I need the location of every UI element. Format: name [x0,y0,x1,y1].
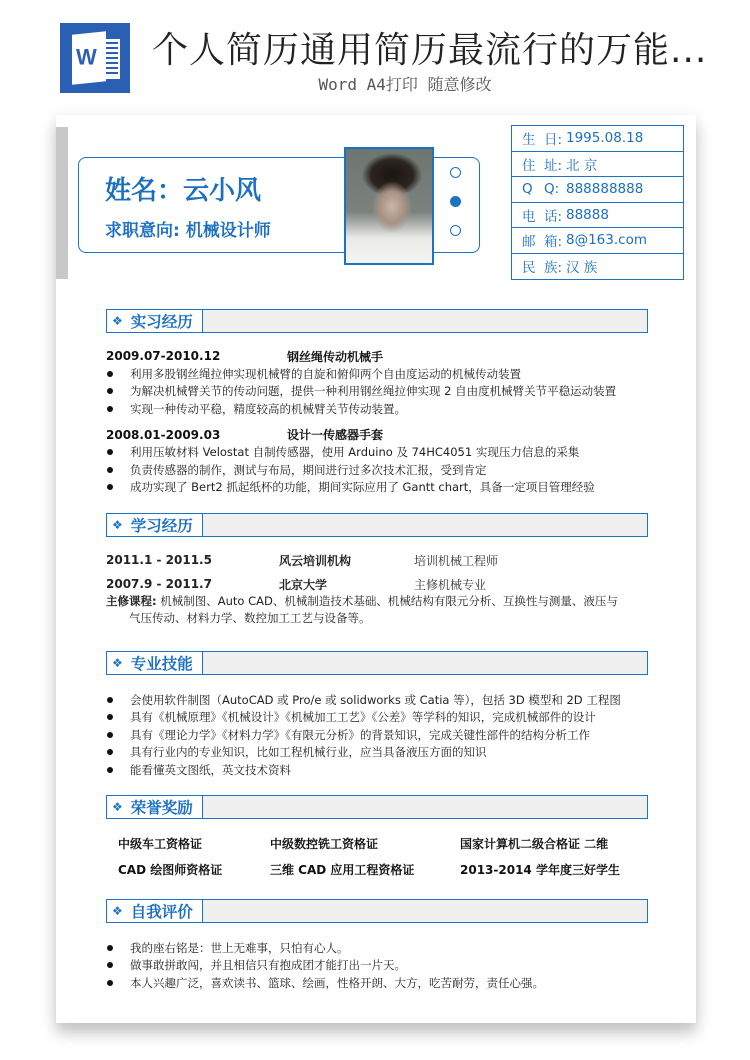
education-row: 2007.9 - 2011.7 北京大学 主修机械专业 [106,577,487,592]
section-header: ❖ 自我评价 [106,899,648,923]
honor-item: CAD 绘图师资格证 [118,863,223,877]
section-education [106,513,648,627]
info-row-ethnicity: 民 族: 汉 族 [512,254,683,280]
info-value: 888888888 [566,181,644,198]
entry-date: 2009.07-2010.12 [106,349,221,363]
diamond-icon: ❖ [112,518,123,532]
diamond-icon: ❖ [112,904,123,918]
list-item: 利用压敏材料 Velostat 自制传感器，使用 Arduino 及 74HC4051 实现压力信息的采集 [106,444,648,462]
list-item: 做事敢拼敢闯，并且相信只有抱成团才能打出一片天。 [106,957,648,975]
info-row-birthday: 生 日: 1995.08.18 [512,126,683,152]
courses-line-cont: 气压传动、材料力学、数控加工工艺与设备等。 [129,611,371,625]
list-item: 实现一种传动平稳，精度较高的机械臂关节传动装置。 [106,400,648,418]
list-item: 具有《理论力学》《材料力学》《有限元分析》的背景知识，完成关键性部件的结构分析工作 [106,726,648,744]
honor-item: 国家计算机二级合格证 二维 [460,837,609,851]
list-item: 具有行业内的专业知识，比如工程机械行业，应当具备液压方面的知识 [106,744,648,762]
info-value: 8@163.com [566,232,647,249]
section-honors [106,795,648,878]
bullet-list [106,365,648,418]
preview-banner [0,0,750,110]
courses-line: 主修课程: 机械制图、Auto CAD、机械制造技术基础、机械结构有限元分析、互换性与测量、液压与 [106,594,618,608]
entry-date: 2008.01-2009.03 [106,427,221,442]
info-row-email: 邮 箱: 8@163.com [512,228,683,254]
honor-item: 三维 CAD 应用工程资格证 [270,863,415,877]
diamond-icon: ❖ [112,800,123,814]
section-skills [106,651,648,779]
section-self-evaluation [106,899,648,992]
side-accent-bar [56,127,68,279]
honor-item: 2013-2014 学年度三好学生 [460,863,620,877]
word-icon-letter: W [76,44,97,70]
info-value: 汉 族 [566,260,598,277]
section-header: ❖ 荣誉奖励 [106,795,648,819]
section-internship [106,309,648,496]
entry-project: 设计一传感器手套 [287,428,384,442]
profile-photo [344,147,434,265]
diamond-icon: ❖ [112,314,123,328]
document-title: 个人简历通用简历最流行的万能... [152,30,708,71]
list-item: 利用多股钢丝绳拉伸实现机械臂的自旋和俯仰两个自由度运动的机械传动装置 [106,365,648,383]
info-value: 88888 [566,206,609,223]
list-item: 负责传感器的制作，测试与布局，期间进行过多次技术汇报，受到肯定 [106,461,648,479]
section-header: ❖ 实习经历 [106,309,648,333]
diamond-icon: ❖ [112,656,123,670]
education-row: 2011.1 - 2011.5 风云培训机构 培训机械工程师 [106,553,499,568]
info-row-qq: Q Q: 888888888 [512,177,683,203]
document-subtitle: Word A4打印 随意修改 [318,75,492,94]
honor-item: 中级数控铣工资格证 [270,837,379,851]
list-item: 成功实现了 Bert2 抓起纸杯的功能，期间实际应用了 Gantt chart，具备一定项目管理经验 [106,479,648,497]
courses-label: 主修课程: [106,594,157,608]
dot-active-icon[interactable] [450,196,461,207]
entry-header [106,347,648,365]
entry-project: 钢丝绳传动机械手 [287,349,384,364]
bullet-list [106,691,648,779]
job-objective: 求职意向: 机械设计师 [105,221,271,241]
list-item: 能看懂英文图纸，英文技术资料 [106,761,648,779]
list-item: 具有《机械原理》《机械设计》《机械加工工艺》《公差》等学科的知识，完成机械部件的设计 [106,709,648,727]
list-item: 为解决机械臂关节的传动问题，提供一种利用钢丝绳拉伸实现 2 自由度机械臂关节平稳运动装置 [106,383,648,401]
candidate-name: 姓名：云小风 [105,176,262,206]
bullet-list [106,444,648,497]
dot-icon[interactable] [450,225,461,236]
info-row-address: 住 址: 北 京 [512,152,683,178]
honor-item: 中级车工资格证 [118,837,203,851]
personal-info-table [511,125,684,280]
section-header: ❖ 专业技能 [106,651,648,675]
info-value: 1995.08.18 [566,130,644,147]
list-item: 本人兴趣广泛，喜欢读书、篮球、绘画，性格开朗、大方，吃苦耐劳，责任心强。 [106,974,648,992]
carousel-dots [450,167,464,254]
list-item: 会使用软件制图（AutoCAD 或 Pro/e 或 solidworks 或 Catia 等），包括 3D 模型和 2D 工程图 [106,691,648,709]
list-item: 我的座右铭是：世上无难事，只怕有心人。 [106,939,648,957]
info-row-phone: 电 话: 88888 [512,203,683,229]
bullet-list [106,939,648,992]
dot-icon[interactable] [450,167,461,178]
entry-header [106,426,648,444]
section-header: ❖ 学习经历 [106,513,648,537]
honors-grid [106,835,648,878]
info-value: 北 京 [566,157,598,174]
resume-page [56,115,696,1023]
